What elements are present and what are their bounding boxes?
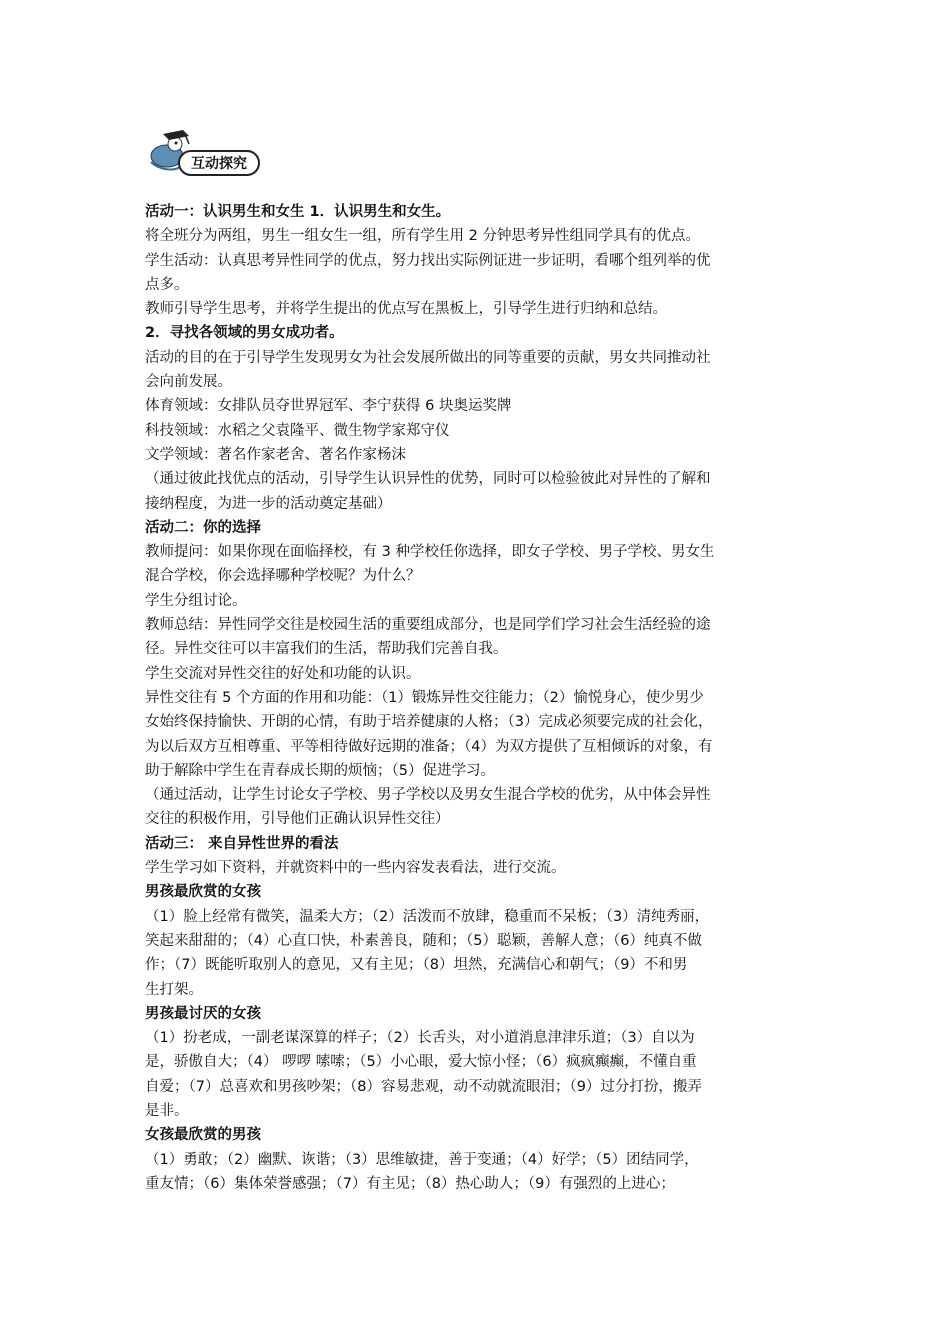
- paragraph-line: 点多。: [145, 276, 189, 293]
- section-heading: 活动二：你的选择: [145, 519, 261, 536]
- section-heading: 活动三： 来自异性世界的看法: [145, 835, 339, 852]
- section-heading: 活动一：认识男生和女生 1．认识男生和女生。: [145, 204, 451, 220]
- paragraph-line: 是，骄傲自大；（4） 啰啰 嗦嗦；（5）小心眼，爱大惊小怪；（6）疯疯癫癫，不懂自重: [145, 1054, 697, 1071]
- paragraph-line: 体育领域：女排队员夺世界冠军、李宁获得 6 块奥运奖牌: [145, 398, 512, 415]
- paragraph-line: （通过活动，让学生讨论女子学校、男子学校以及男女生混合学校的优劣，从中体会异性: [145, 787, 711, 804]
- paragraph-line: 科技领域：水稻之父袁隆平、微生物学家郑守仪: [145, 422, 450, 439]
- paragraph-line: 助于解除中学生在青春成长期的烦恼；（5）促进学习。: [145, 762, 495, 779]
- section-banner-label: 互动探究: [178, 150, 260, 176]
- section-heading: 男孩最讨厌的女孩: [145, 1005, 261, 1022]
- paragraph-line: 学生交流对异性交往的好处和功能的认识。: [145, 665, 421, 682]
- paragraph-line: 学生学习如下资料，并就资料中的一些内容发表看法，进行交流。: [145, 860, 566, 877]
- document-body: [145, 200, 817, 1196]
- paragraph-line: 会向前发展。: [145, 374, 232, 391]
- paragraph-line: 径。异性交往可以丰富我们的生活，帮助我们完善自我。: [145, 641, 508, 658]
- section-heading: 男孩最欣赏的女孩: [145, 884, 261, 901]
- paragraph-line: 自爱；（7）总喜欢和男孩吵架；（8）容易悲观，动不动就流眼泪；（9）过分打扮，搬弄: [145, 1078, 702, 1095]
- paragraph-line: 学生活动：认真思考异性同学的优点，努力找出实际例证进一步证明，看哪个组列举的优: [145, 252, 711, 269]
- paragraph-line: 教师引导学生思考，并将学生提出的优点写在黑板上，引导学生进行归纳和总结。: [145, 301, 667, 318]
- paragraph-line: 笑起来甜甜的；（4）心直口快，朴素善良，随和；（5）聪颖，善解人意；（6）纯真不做: [145, 932, 702, 949]
- paragraph-line: 生打架。: [145, 981, 203, 998]
- paragraph-line: （1）扮老成，一副老谋深算的样子；（2）长舌头，对小道消息津津乐道；（3）自以为: [145, 1030, 695, 1047]
- paragraph-line: 文学领域：著名作家老舍、著名作家杨沫: [145, 446, 406, 463]
- paragraph-line: 重友情；（6）集体荣誉感强；（7）有主见；（8）热心助人；（9）有强烈的上进心；: [145, 1175, 675, 1192]
- paragraph-line: 作；（7）既能听取别人的意见，又有主见；（8）坦然，充满信心和朝气；（9）不和男: [145, 957, 688, 974]
- paragraph-line: 为以后双方互相尊重、平等相待做好远期的准备；（4）为双方提供了互相倾诉的对象，有: [145, 738, 713, 755]
- paragraph-line: （1）勇敢；（2）幽默、诙谐；（3）思维敏捷，善于变通；（4）好学；（5）团结同学，: [145, 1151, 699, 1168]
- paragraph-line: 接纳程度，为进一步的活动奠定基础）: [145, 495, 392, 512]
- paragraph-line: 是非。: [145, 1102, 189, 1119]
- paragraph-line: 活动的目的在于引导学生发现男女为社会发展所做出的同等重要的贡献，男女共同推动社: [145, 349, 711, 366]
- paragraph-line: 异性交往有 5 个方面的作用和功能：（1）锻炼异性交往能力；（2）愉悦身心，使少男少: [145, 689, 704, 706]
- paragraph-line: 混合学校，你会选择哪种学校呢？为什么？: [145, 568, 421, 585]
- paragraph-line: 学生分组讨论。: [145, 592, 247, 609]
- paragraph-line: （通过彼此找优点的活动，引导学生认识异性的优势，同时可以检验彼此对异性的了解和: [145, 471, 711, 488]
- paragraph-line: （1）脸上经常有微笑，温柔大方；（2）活泼而不放肆，稳重而不呆板；（3）清纯秀丽，: [145, 908, 710, 925]
- paragraph-line: 交往的积极作用，引导他们正确认识异性交往）: [145, 811, 450, 828]
- section-heading: 2．寻找各领域的男女成功者。: [145, 325, 344, 342]
- paragraph-line: 教师提问：如果你现在面临择校，有 3 种学校任你选择，即女子学校、男子学校、男女生: [145, 544, 715, 561]
- paragraph-line: 将全班分为两组，男生一组女生一组，所有学生用 2 分钟思考异性组同学具有的优点。: [145, 228, 700, 245]
- paragraph-line: 女始终保持愉快、开朗的心情，有助于培养健康的人格；（3）完成必须要完成的社会化，: [145, 714, 713, 731]
- section-heading: 女孩最欣赏的男孩: [145, 1127, 261, 1144]
- paragraph-line: 教师总结：异性同学交往是校园生活的重要组成部分，也是同学们学习社会生活经验的途: [145, 617, 711, 634]
